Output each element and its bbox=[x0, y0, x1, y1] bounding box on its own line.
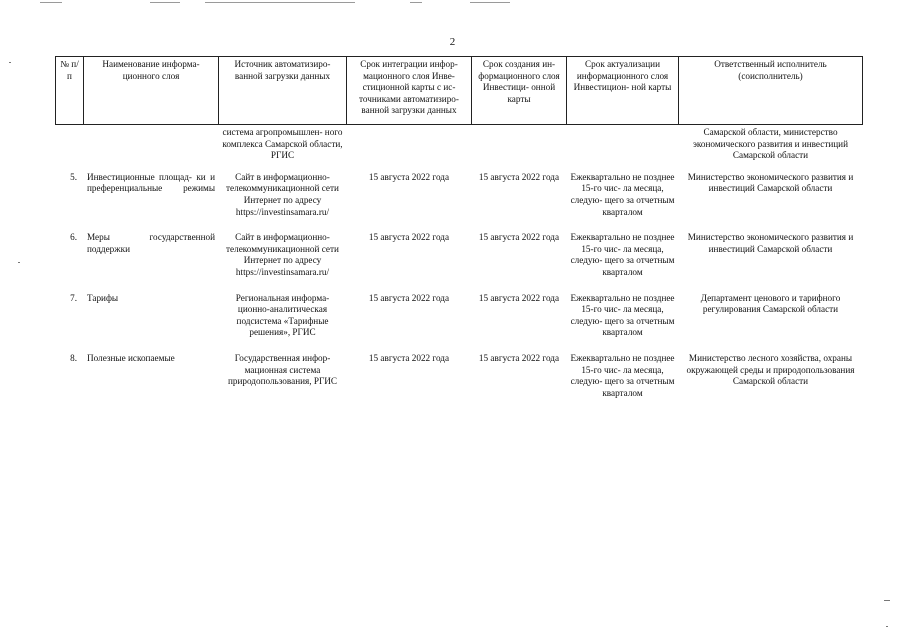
cell-creation: 15 августа 2022 года bbox=[478, 171, 560, 182]
cell-layer-name: Полезные ископаемые bbox=[87, 352, 175, 363]
cell-creation: 15 августа 2022 года bbox=[478, 352, 560, 363]
header-update-schedule: Срок актуализации информационного слоя Инвестицион- ной карты bbox=[567, 57, 679, 125]
scan-speck bbox=[886, 626, 888, 627]
investment-layers-table bbox=[55, 56, 863, 413]
cell-number: 6. bbox=[70, 232, 77, 243]
page-number: 2 bbox=[449, 36, 456, 48]
cell-integration: 15 августа 2022 года bbox=[368, 171, 450, 182]
header-layer-name: Наименование информа- ционного слоя bbox=[84, 57, 219, 125]
cell-number: 5. bbox=[70, 171, 77, 182]
header-creation-deadline: Срок создания ин- формационного слоя Инвестици- онной карты bbox=[472, 57, 567, 125]
scan-artifact-line bbox=[40, 2, 62, 3]
cell-executor: Министерство экономического развития и инвестиций Самарской области bbox=[687, 232, 854, 254]
cell-source: Сайт в информационно- телекоммуникационной сети Интернет по адресу https://investinsamara.ru/ bbox=[226, 232, 339, 277]
header-number: № п/п bbox=[56, 57, 84, 125]
scan-speck bbox=[884, 600, 890, 601]
cell-integration: 15 августа 2022 года bbox=[368, 232, 450, 243]
cell-source: Государственная инфор- мационная система природопользования, РГИС bbox=[227, 352, 338, 387]
cell-update: Ежеквартально не позднее 15-го чис- ла месяца, следую- щего за отчетным кварталом bbox=[570, 292, 675, 338]
scan-artifact-line bbox=[150, 2, 180, 3]
table-row bbox=[56, 293, 863, 353]
scan-artifact-line bbox=[205, 2, 355, 3]
cell-executor: Департамент ценового и тарифного регулирования Самарской области bbox=[700, 292, 841, 315]
cell-layer-name: Инвестиционные площад- ки и преференциальные режимы bbox=[87, 171, 215, 194]
scan-speck bbox=[9, 62, 11, 63]
cell-creation: 15 августа 2022 года bbox=[478, 292, 560, 303]
cell-integration: 15 августа 2022 года bbox=[368, 352, 450, 363]
table-row bbox=[56, 232, 863, 292]
header-data-source: Источник автоматизиро- ванной загрузки данных bbox=[219, 57, 347, 125]
table-row bbox=[56, 353, 863, 413]
cell-update: Ежеквартально не позднее 15-го чис- ла месяца, следую- щего за отчетным кварталом bbox=[570, 352, 675, 398]
cell-source: Региональная информа- ционно-аналитическая подсистема «Тарифные решения», РГИС bbox=[235, 292, 330, 338]
table-row-continuation bbox=[56, 125, 863, 172]
scan-artifact-line bbox=[410, 2, 422, 3]
table-row bbox=[56, 172, 863, 232]
table-header-row bbox=[56, 57, 863, 125]
scan-speck bbox=[18, 262, 20, 263]
cell-layer-name: Меры государственной поддержки bbox=[87, 232, 215, 254]
cell-creation: 15 августа 2022 года bbox=[478, 232, 560, 243]
header-responsible-executor: Ответственный исполнитель (соисполнитель) bbox=[679, 57, 863, 125]
cell-number: 7. bbox=[70, 292, 77, 303]
cell-source: система агропромышлен- ного комплекса Самарской области, РГИС bbox=[222, 127, 343, 161]
cell-layer-name: Тарифы bbox=[87, 292, 119, 303]
cell-number: 8. bbox=[70, 352, 77, 363]
cell-executor: Министерство лесного хозяйства, охраны окружающей среды и природопользования Самарской области bbox=[686, 352, 855, 387]
cell-executor: Министерство экономического развития и инвестиций Самарской области bbox=[687, 171, 854, 194]
cell-update: Ежеквартально не позднее 15-го чис- ла месяца, следую- щего за отчетным кварталом bbox=[570, 171, 675, 217]
header-integration-deadline: Срок интеграции инфор- мационного слоя Инве- стиционной карты с ис- точниками автоматизиро- ванной загрузки данных bbox=[347, 57, 472, 125]
cell-integration: 15 августа 2022 года bbox=[368, 292, 450, 303]
cell-source: Сайт в информационно- телекоммуникационной сети Интернет по адресу https://investinsamara.ru/ bbox=[226, 171, 339, 217]
cell-update: Ежеквартально не позднее 15-го чис- ла месяца, следую- щего за отчетным кварталом bbox=[570, 232, 675, 277]
cell-executor: Самарской области, министерство экономического развития и инвестиций Самарской области bbox=[692, 127, 849, 161]
scan-artifact-line bbox=[470, 2, 510, 3]
